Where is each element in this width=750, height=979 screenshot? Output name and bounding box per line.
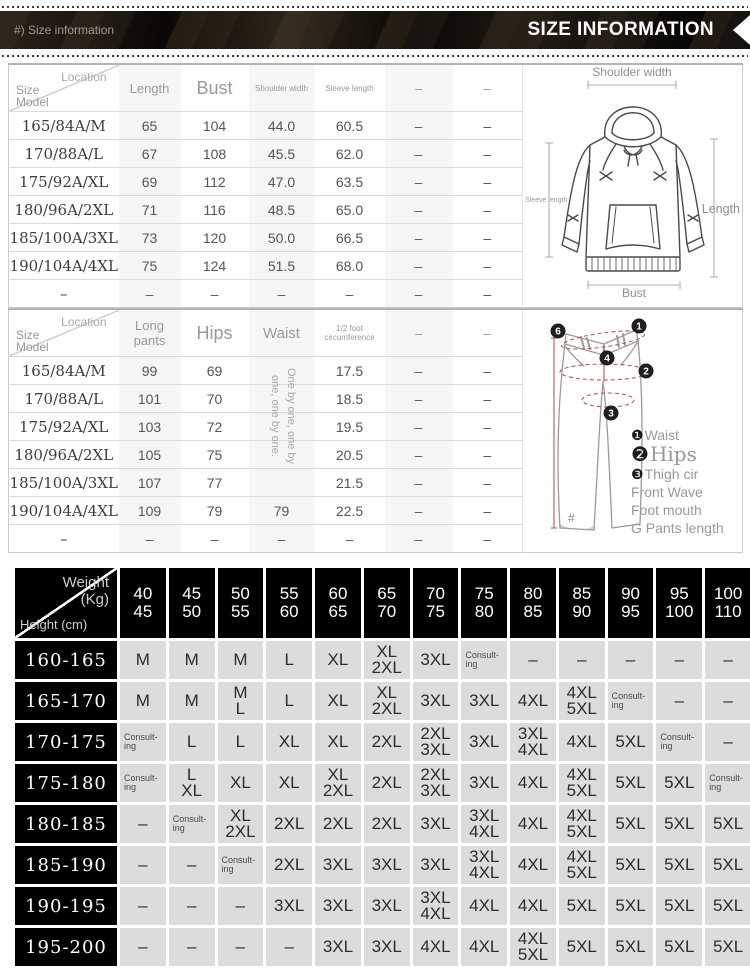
size-recommendation-cell: 4XL [510, 846, 556, 884]
size-recommendation-cell: Consult- ing [461, 641, 507, 679]
size-recommendation-cell: – [218, 928, 264, 966]
value-cell: – [385, 357, 453, 385]
size-recommendation-cell: 5XL [656, 846, 702, 884]
size-recommendation-cell: 3XL [461, 764, 507, 802]
value-cell: 103 [119, 413, 181, 441]
matrix-row [15, 764, 750, 802]
model-cell: 175/92A/XL [9, 168, 119, 196]
size-recommendation-cell: 4XL [510, 805, 556, 843]
upper-header-row [9, 64, 743, 112]
value-cell: – [385, 196, 453, 224]
value-cell: 79 [249, 497, 315, 525]
size-recommendation-cell: – [120, 928, 166, 966]
size-recommendation-cell: XL [315, 723, 361, 761]
size-recommendation-cell: 4XL 5XL [559, 764, 605, 802]
model-cell: – [9, 525, 119, 553]
hoodie-shoulder-width-label: Shoulder width [591, 65, 672, 79]
value-cell: 79 [181, 497, 249, 525]
size-recommendation-cell: M [169, 682, 215, 720]
size-recommendation-cell: 3XL 4XL [461, 846, 507, 884]
col-header-half-foot: 1/2 foot circumference [324, 324, 375, 342]
col-header-dash: – [483, 80, 491, 96]
value-cell: – [453, 280, 523, 308]
model-cell: 190/104A/4XL [9, 252, 119, 280]
hoodie-illustration [524, 65, 742, 299]
dotted-divider [2, 6, 748, 8]
value-cell: – [453, 112, 523, 140]
corner-cell [9, 64, 119, 112]
value-cell: 69 [119, 168, 181, 196]
col-header-shoulder-width: Shoulder width [249, 64, 315, 112]
size-recommendation-cell: 5XL [608, 887, 654, 925]
size-recommendation-cell: 2XL [266, 846, 312, 884]
col-header-long-pants: Long pants [119, 309, 181, 357]
weight-range-header: 40 45 [120, 568, 166, 638]
value-cell: 66.5 [315, 224, 385, 252]
value-cell: 70 [181, 385, 249, 413]
hoodie-length-label: Length [701, 202, 740, 216]
value-cell: – [249, 280, 315, 308]
size-recommendation-cell: – [120, 887, 166, 925]
model-cell: 190/104A/4XL [9, 497, 119, 525]
hoodie-diagram [523, 64, 743, 308]
value-cell: – [385, 525, 453, 553]
value-cell: – [385, 413, 453, 441]
size-recommendation-cell: 3XL [413, 682, 459, 720]
size-recommendation-cell: – [218, 887, 264, 925]
matrix-row [15, 641, 750, 679]
value-cell: 108 [181, 140, 249, 168]
size-recommendation-cell: L [266, 682, 312, 720]
value-cell: – [385, 469, 453, 497]
model-cell: 180/96A/2XL [9, 441, 119, 469]
size-recommendation-cell: M [169, 641, 215, 679]
value-cell: 107 [119, 469, 181, 497]
pants-measure-legend [631, 426, 724, 537]
value-cell: – [453, 385, 523, 413]
size-recommendation-cell: 4XL 5XL [559, 805, 605, 843]
value-cell: 60.5 [315, 112, 385, 140]
value-cell: – [385, 497, 453, 525]
size-recommendation-cell: 3XL 4XL [413, 887, 459, 925]
size-recommendation-cell: L [218, 723, 264, 761]
value-cell: 19.5 [315, 413, 385, 441]
value-cell: 21.5 [315, 469, 385, 497]
value-cell: 116 [181, 196, 249, 224]
waist-column-watermark: One by one, one by one, one by one. [269, 367, 297, 464]
size-recommendation-cell: 4XL 5XL [510, 928, 556, 966]
value-cell: 17.5 [315, 357, 385, 385]
size-recommendation-cell: Consult- ing [169, 805, 215, 843]
matrix-row [15, 887, 750, 925]
value-cell: 120 [181, 224, 249, 252]
value-cell: 69 [181, 357, 249, 385]
value-cell: 18.5 [315, 385, 385, 413]
col-header-dash: – [483, 325, 491, 341]
weight-range-header: 95 100 [656, 568, 702, 638]
value-cell: – [385, 252, 453, 280]
pants-header-row [9, 309, 743, 357]
marker-hips: 2 [642, 366, 649, 378]
col-header-length: Length [119, 64, 181, 112]
size-recommendation-cell: – [169, 887, 215, 925]
height-range-label: 195-200 [15, 928, 117, 966]
value-cell: 72 [181, 413, 249, 441]
col-header-dash: – [385, 309, 453, 357]
size-recommendation-cell: 4XL [461, 928, 507, 966]
weight-range-header: 55 60 [266, 568, 312, 638]
pants-legend-item: G Pants length [631, 520, 724, 536]
weight-range-header: 90 95 [608, 568, 654, 638]
size-recommendation-cell: – [169, 928, 215, 966]
size-recommendation-cell: L XL [169, 764, 215, 802]
col-header-dash: – [385, 64, 453, 112]
value-cell: 65 [119, 112, 181, 140]
weight-range-header: 50 55 [218, 568, 264, 638]
value-cell: – [385, 112, 453, 140]
size-recommendation-cell: 5XL [705, 928, 750, 966]
col-header-waist: Waist [249, 309, 315, 357]
value-cell: 65.0 [315, 196, 385, 224]
size-recommendation-cell: 3XL [315, 928, 361, 966]
size-recommendation-cell: – [656, 641, 702, 679]
hoodie-bust-label: Bust [621, 286, 646, 299]
pants-size-table [8, 308, 743, 553]
size-recommendation-cell: – [266, 928, 312, 966]
size-recommendation-cell: 5XL [656, 887, 702, 925]
value-cell: 50.0 [249, 224, 315, 252]
hoodie-sleeve-length-label: Sleeve length [524, 197, 567, 204]
value-cell: 62.0 [315, 140, 385, 168]
value-cell: – [453, 469, 523, 497]
size-recommendation-cell: XL [218, 764, 264, 802]
size-recommendation-cell: 3XL 4XL [510, 723, 556, 761]
size-recommendation-cell: 5XL [608, 764, 654, 802]
breadcrumb: #) Size information [14, 23, 115, 37]
size-recommendation-cell: 3XL [413, 846, 459, 884]
value-cell: 101 [119, 385, 181, 413]
size-recommendation-cell: 4XL [510, 764, 556, 802]
corner-cell [9, 309, 119, 357]
hash-note: # [567, 511, 575, 525]
height-range-label: 175-180 [15, 764, 117, 802]
value-cell [249, 441, 315, 469]
size-recommendation-cell: Consult- ing [218, 846, 264, 884]
size-recommendation-cell: 5XL [705, 887, 750, 925]
height-range-label: 185-190 [15, 846, 117, 884]
weight-range-header: 70 75 [413, 568, 459, 638]
height-range-label: 165-170 [15, 682, 117, 720]
value-cell: – [385, 224, 453, 252]
height-range-label: 160-165 [15, 641, 117, 679]
value-cell: 104 [181, 112, 249, 140]
value-cell: – [315, 525, 385, 553]
size-recommendation-cell: 3XL [461, 723, 507, 761]
value-cell: 99 [119, 357, 181, 385]
size-recommendation-cell: M [218, 641, 264, 679]
pants-legend-item: Front Wave [631, 484, 703, 500]
weight-range-header: 100 110 [705, 568, 750, 638]
corner-location-label: Location [61, 315, 107, 329]
dotted-divider [2, 55, 748, 57]
value-cell: – [453, 196, 523, 224]
marker-pants-length: 6 [554, 326, 561, 338]
size-recommendation-cell: M L [218, 682, 264, 720]
model-cell: 165/84A/M [9, 357, 119, 385]
weight-range-header: 75 80 [461, 568, 507, 638]
size-recommendation-cell: 5XL [608, 846, 654, 884]
value-cell: – [453, 168, 523, 196]
value-cell: – [119, 280, 181, 308]
page-title: SIZE INFORMATION [527, 19, 714, 40]
value-cell: 48.5 [249, 196, 315, 224]
size-recommendation-cell: M [120, 682, 166, 720]
value-cell: – [385, 280, 453, 308]
weight-range-header: 65 70 [364, 568, 410, 638]
size-recommendation-cell: 3XL [461, 682, 507, 720]
size-recommendation-cell: – [705, 682, 750, 720]
value-cell: 20.5 [315, 441, 385, 469]
matrix-row [15, 928, 750, 966]
weight-range-header: 45 50 [169, 568, 215, 638]
size-recommendation-cell: 5XL [705, 846, 750, 884]
value-cell: 105 [119, 441, 181, 469]
value-cell: 44.0 [249, 112, 315, 140]
weight-range-header: 85 90 [559, 568, 605, 638]
weight-range-header: 60 65 [315, 568, 361, 638]
size-recommendation-cell: 4XL [461, 887, 507, 925]
value-cell: – [453, 252, 523, 280]
size-recommendation-cell: – [510, 641, 556, 679]
size-recommendation-cell: XL [315, 682, 361, 720]
size-recommendation-cell: 5XL [608, 928, 654, 966]
size-recommendation-cell: – [559, 641, 605, 679]
col-header-hips: Hips [196, 322, 233, 343]
size-recommendation-cell: L [169, 723, 215, 761]
size-recommendation-cell: – [120, 805, 166, 843]
size-recommendation-cell: 3XL [364, 928, 410, 966]
model-cell: 185/100A/3XL [9, 469, 119, 497]
size-recommendation-cell: – [705, 641, 750, 679]
model-cell: 170/88A/L [9, 385, 119, 413]
size-recommendation-cell: XL [266, 764, 312, 802]
value-cell: 124 [181, 252, 249, 280]
weight-kg-label: Weight (Kg) [62, 574, 109, 608]
size-recommendation-cell: 3XL [413, 641, 459, 679]
size-recommendation-cell: 5XL [656, 928, 702, 966]
value-cell: – [249, 525, 315, 553]
size-recommendation-cell: Consult- ing [656, 723, 702, 761]
value-cell: 47.0 [249, 168, 315, 196]
size-recommendation-cell: M [120, 641, 166, 679]
value-cell: 71 [119, 196, 181, 224]
matrix-row [15, 723, 750, 761]
value-cell: – [181, 525, 249, 553]
size-recommendation-cell: 2XL [266, 805, 312, 843]
upper-table-wrap [8, 63, 750, 308]
size-recommendation-cell: 2XL [364, 764, 410, 802]
size-recommendation-cell: 4XL 5XL [559, 846, 605, 884]
size-recommendation-cell: 4XL 5XL [559, 682, 605, 720]
size-recommendation-cell: 2XL 3XL [413, 764, 459, 802]
model-cell: 175/92A/XL [9, 413, 119, 441]
model-cell: 185/100A/3XL [9, 224, 119, 252]
size-recommendation-cell: 2XL 3XL [413, 723, 459, 761]
value-cell: – [181, 280, 249, 308]
value-cell [249, 469, 315, 497]
size-recommendation-cell: L [266, 641, 312, 679]
size-recommendation-cell: 3XL [315, 887, 361, 925]
value-cell [249, 413, 315, 441]
size-recommendation-cell: 3XL 4XL [461, 805, 507, 843]
size-recommendation-cell: 5XL [656, 805, 702, 843]
value-cell: 45.5 [249, 140, 315, 168]
size-recommendation-cell: – [656, 682, 702, 720]
size-recommendation-cell: 2XL [315, 805, 361, 843]
size-recommendation-cell: Consult- ing [120, 764, 166, 802]
size-recommendation-cell: 3XL [364, 846, 410, 884]
pants-legend-item: ❸Thigh cir [631, 466, 699, 482]
size-recommendation-cell: XL [315, 641, 361, 679]
value-cell [249, 357, 315, 385]
matrix-row [15, 846, 750, 884]
size-recommendation-cell: 2XL [364, 723, 410, 761]
size-recommendation-cell: – [705, 723, 750, 761]
size-recommendation-cell: Consult- ing [608, 682, 654, 720]
model-cell: 180/96A/2XL [9, 196, 119, 224]
value-cell: – [453, 441, 523, 469]
size-recommendation-cell: XL 2XL [364, 641, 410, 679]
size-recommendation-cell: XL 2XL [364, 682, 410, 720]
size-recommendation-cell: 4XL [413, 928, 459, 966]
size-recommendation-cell: 5XL [559, 887, 605, 925]
value-cell: 75 [119, 252, 181, 280]
corner-size-model-label: Size Model [16, 328, 49, 354]
upper-size-table [8, 63, 743, 308]
pants-diagram [523, 309, 743, 553]
marker-thigh: 3 [607, 408, 614, 420]
size-recommendation-cell: 3XL [413, 805, 459, 843]
matrix-row [15, 805, 750, 843]
value-cell: – [315, 280, 385, 308]
value-cell: – [385, 140, 453, 168]
value-cell: – [453, 140, 523, 168]
size-recommendation-cell: XL 2XL [315, 764, 361, 802]
size-recommendation-cell: XL 2XL [218, 805, 264, 843]
value-cell: – [119, 525, 181, 553]
size-recommendation-cell: 3XL [364, 887, 410, 925]
matrix-corner-cell [15, 568, 117, 638]
size-recommendation-cell: 5XL [656, 764, 702, 802]
size-recommendation-cell: 5XL [705, 805, 750, 843]
value-cell: – [385, 441, 453, 469]
size-recommendation-cell: 5XL [608, 805, 654, 843]
value-cell: – [453, 224, 523, 252]
value-cell: 67 [119, 140, 181, 168]
value-cell: 75 [181, 441, 249, 469]
height-cm-label: Height (cm) [20, 617, 88, 632]
matrix-row [15, 682, 750, 720]
header-ribbon [527, 11, 750, 49]
height-range-label: 190-195 [15, 887, 117, 925]
size-recommendation-cell: – [120, 846, 166, 884]
pants-legend-item: ❷Hips [631, 442, 697, 466]
corner-location-label: Location [61, 70, 107, 84]
model-cell: 165/84A/M [9, 112, 119, 140]
weight-range-header: 80 85 [510, 568, 556, 638]
value-cell: 112 [181, 168, 249, 196]
value-cell: – [453, 413, 523, 441]
col-header-sleeve-length: Sleeve length [325, 83, 374, 93]
col-header-bust: Bust [196, 77, 233, 98]
size-recommendation-cell: – [169, 846, 215, 884]
size-recommendation-cell: 2XL [364, 805, 410, 843]
value-cell: 68.0 [315, 252, 385, 280]
marker-waist: 1 [635, 321, 642, 333]
height-range-label: 170-175 [15, 723, 117, 761]
value-cell: 109 [119, 497, 181, 525]
header-bar [0, 11, 750, 49]
size-tables-section [8, 63, 750, 969]
size-recommendation-cell: XL [266, 723, 312, 761]
size-recommendation-cell: 4XL [510, 682, 556, 720]
size-recommendation-cell: Consult- ing [705, 764, 750, 802]
height-range-label: 180-185 [15, 805, 117, 843]
pants-legend-item: Foot mouth [631, 502, 702, 518]
size-recommendation-cell: 4XL [510, 887, 556, 925]
model-cell: 170/88A/L [9, 140, 119, 168]
value-cell: 73 [119, 224, 181, 252]
size-recommendation-cell: 4XL [559, 723, 605, 761]
value-cell: – [385, 168, 453, 196]
value-cell: – [385, 385, 453, 413]
value-cell: 63.5 [315, 168, 385, 196]
size-recommendation-cell: Consult- ing [120, 723, 166, 761]
size-recommendation-cell: – [608, 641, 654, 679]
value-cell [249, 385, 315, 413]
model-cell: – [9, 280, 119, 308]
pants-legend-item: ❶Waist [631, 427, 680, 443]
value-cell: 77 [181, 469, 249, 497]
marker-rise: 4 [603, 353, 610, 365]
size-recommendation-cell: 3XL [266, 887, 312, 925]
pants-table-wrap [8, 308, 750, 553]
ribbon-arrow-icon [733, 15, 750, 45]
size-recommendation-cell: 5XL [559, 928, 605, 966]
size-recommendation-cell: 5XL [608, 723, 654, 761]
value-cell: – [453, 357, 523, 385]
value-cell: – [453, 497, 523, 525]
value-cell: – [453, 525, 523, 553]
height-weight-matrix [12, 565, 750, 969]
matrix-header-row [15, 568, 750, 638]
value-cell: 22.5 [315, 497, 385, 525]
corner-size-model-label: Size Model [16, 83, 49, 109]
value-cell: 51.5 [249, 252, 315, 280]
size-recommendation-cell: 3XL [315, 846, 361, 884]
